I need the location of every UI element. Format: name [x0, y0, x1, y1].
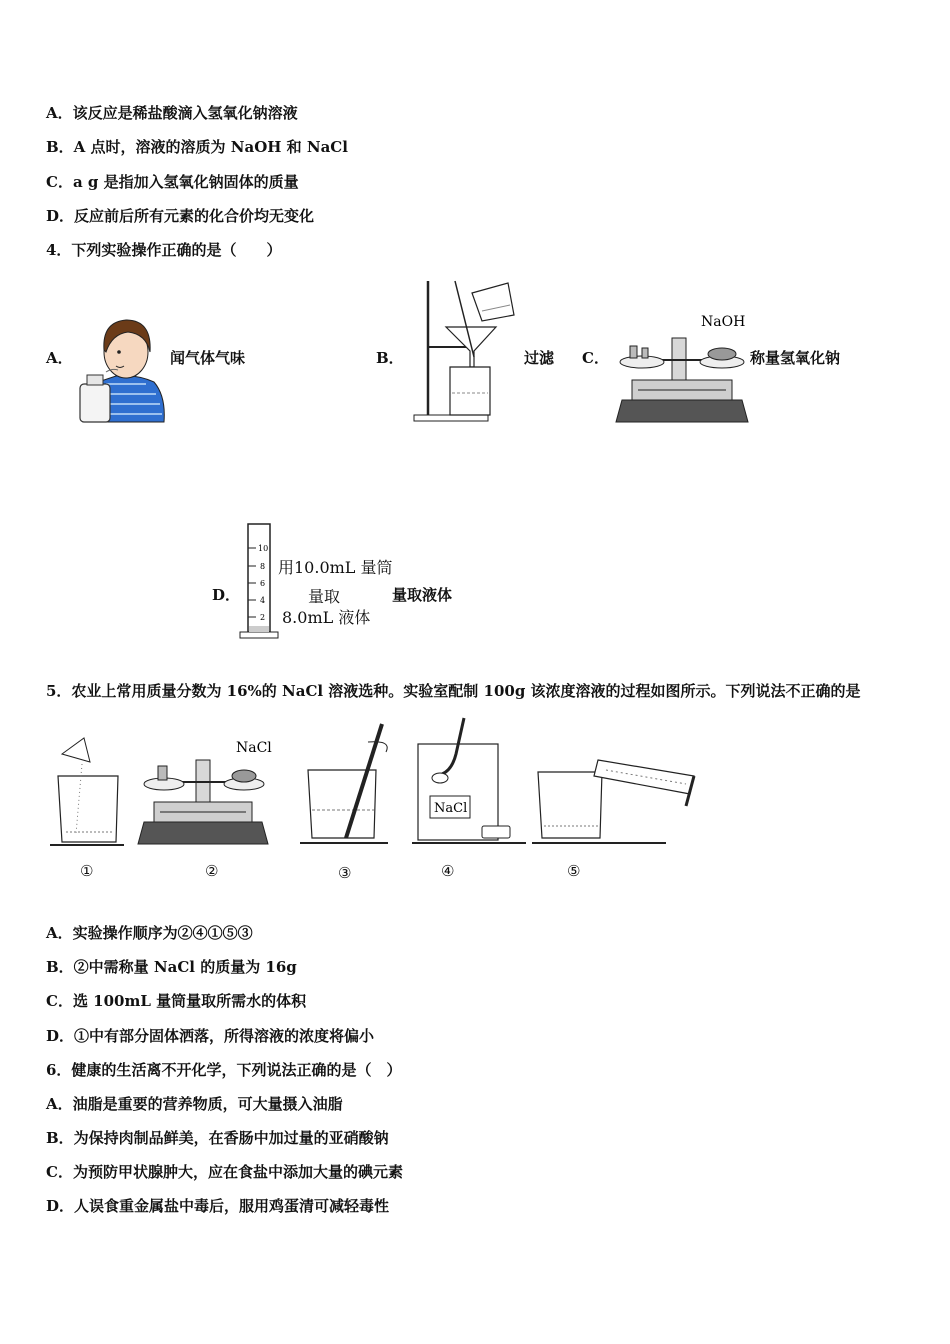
q5-stem: 5．农业上常用质量分数为 16%的 NaCl 溶液选种。实验室配制 100g 该浓度溶液的过程如图所示。下列说法不正确的是 [46, 682, 861, 700]
q4-d-letter: D． [212, 586, 241, 604]
q4-d-text-1: 用10.0mL 量筒 [278, 558, 393, 577]
solution-preparation-figure [46, 714, 706, 854]
svg-text:4: 4 [260, 596, 266, 605]
balance-weighing-naoh-illustration [612, 310, 752, 426]
q5-option-a: A．实验操作顺序为②④①⑤③ [46, 924, 253, 942]
q3-option-c: C．a g 是指加入氢氧化钠固体的质量 [46, 173, 299, 191]
filtration-setup-illustration [410, 275, 520, 425]
q5-nacl-bottle-label: NaCl [434, 801, 468, 816]
q4-b-caption: 过滤 [524, 349, 555, 367]
step-label-1: ① [80, 862, 94, 880]
q4-a-letter: A． [46, 349, 73, 367]
naoh-label: NaOH [701, 314, 746, 330]
q6-option-d: D．人误食重金属盐中毒后，服用鸡蛋清可减轻毒性 [46, 1197, 390, 1215]
q4-c-letter: C． [582, 349, 609, 367]
svg-text:2: 2 [260, 613, 266, 622]
svg-text:10: 10 [258, 544, 269, 553]
q6-option-b: B．为保持肉制品鲜美，在香肠中加过量的亚硝酸钠 [46, 1129, 389, 1147]
q4-d-text-3: 8.0mL 液体 [282, 608, 371, 627]
q5-option-c: C．选 100mL 量筒量取所需水的体积 [46, 992, 307, 1010]
svg-text:8: 8 [260, 562, 266, 571]
q3-option-d: D．反应前后所有元素的化合价均无变化 [46, 207, 315, 225]
q6-option-c: C．为预防甲状腺肿大，应在食盐中添加大量的碘元素 [46, 1163, 403, 1181]
q6-option-a: A．油脂是重要的营养物质，可大量摄入油脂 [46, 1095, 343, 1113]
q3-option-b: B．A 点时，溶液的溶质为 NaOH 和 NaCl [46, 138, 348, 156]
step-label-3: ③ [338, 864, 352, 882]
q5-option-d: D．①中有部分固体洒落，所得溶液的浓度将偏小 [46, 1027, 375, 1045]
q4-d-caption: 量取液体 [392, 586, 453, 604]
step-4-reagent-bottle [412, 718, 526, 843]
step-5-pour-water [532, 760, 694, 843]
step-1-pour-solid [50, 738, 124, 845]
q5-option-b: B．②中需称量 NaCl 的质量为 16g [46, 958, 297, 976]
step-label-5: ⑤ [567, 862, 581, 880]
q4-stem: 4．下列实验操作正确的是（ ） [46, 241, 282, 259]
q4-c-caption: 称量氢氧化钠 [750, 349, 841, 367]
q4-d-text-2: 量取 [308, 587, 341, 606]
step-label-4: ④ [441, 862, 455, 880]
q4-a-caption: 闻气体气味 [170, 349, 246, 367]
svg-text:6: 6 [260, 579, 266, 588]
step-2-weigh-nacl [138, 740, 272, 844]
graduated-cylinder-illustration [238, 520, 280, 642]
q4-b-letter: B． [376, 349, 404, 367]
q5-nacl-balance-label: NaCl [236, 740, 272, 756]
q6-stem: 6．健康的生活离不开化学，下列说法正确的是（ ） [46, 1061, 402, 1079]
step-3-stir [300, 724, 388, 843]
step-label-2: ② [205, 862, 219, 880]
q3-option-a: A．该反应是稀盐酸滴入氢氧化钠溶液 [46, 104, 298, 122]
smelling-gas-illustration [76, 312, 168, 424]
